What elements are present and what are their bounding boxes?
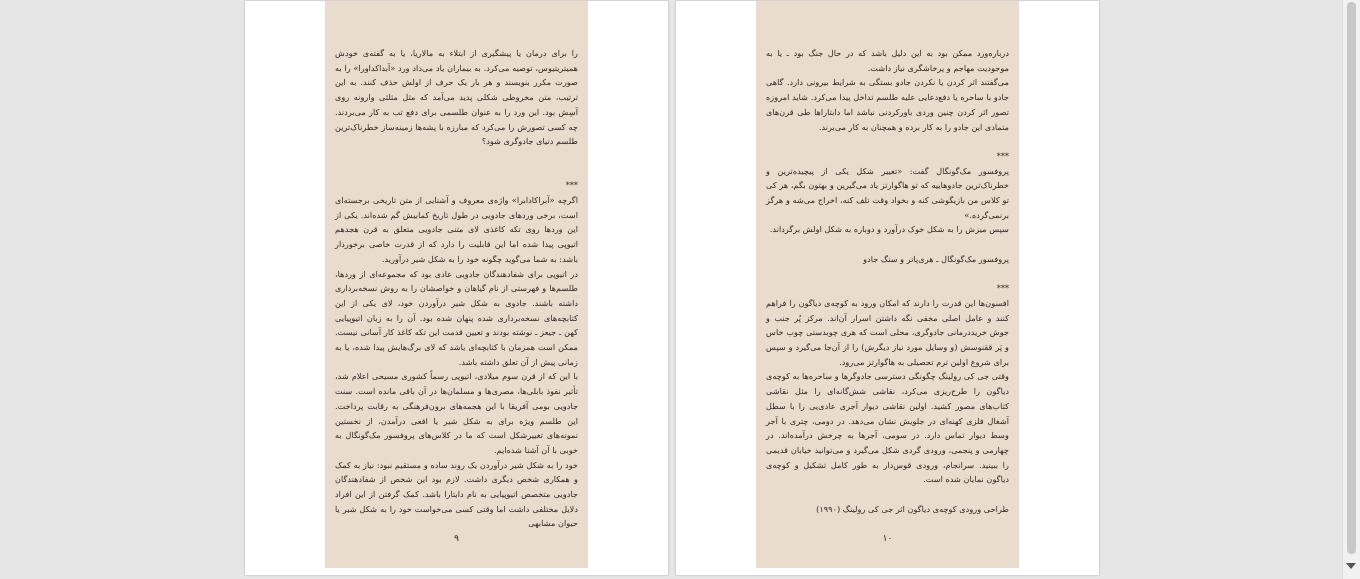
- spacer: [766, 237, 1009, 252]
- section-divider: ***: [996, 283, 1009, 294]
- paragraph: در اتیوپی برای شفادهندگان جادویی عادی بود که مجموعه‌ای از وردها، طلسم‌ها و فهرستی از نام گیاهان و خواصشان را به روش نسخه‌برداری داشته باشند. جادوی به شکل شیر درآوردن خود، لای یکی از این کتابچه‌های نسخه‌برداری شده پنهان شده بود. آن را به زبان اتیوپیایی کهن ـ جیعز ـ نوشته بودند و تعیین قدمت این تکه کاغذ کار آسانی نیست. ممکن است همزمان با کتابچه‌ای باشد که لای برگ‌هایش پیدا شده، یا به زمانی پیش از آن تعلق داشته باشد.: [335, 268, 578, 367]
- page-sheet-9: [245, 1, 668, 575]
- caption: طراحی ورودی کوچه‌ی دیاگون اثر جی کی رولینگ (۱۹۹۰): [816, 503, 1009, 514]
- page-number: ۱۰: [882, 534, 893, 544]
- spacer: [335, 164, 578, 179]
- page-number: ۹: [454, 534, 459, 544]
- page-paper-10: [756, 1, 1019, 568]
- spacer: [766, 134, 1009, 149]
- page-text-10: [766, 46, 1009, 516]
- section-divider: ***: [565, 180, 578, 191]
- scroll-down-arrow-icon[interactable]: [1346, 563, 1356, 569]
- page-paper-9: [325, 1, 588, 568]
- paragraph: اگرچه «آبراکادابرا» واژه‌ی معروف و آشنایی از متن تاریخی برجسته‌ای است، برخی وردهای جادویی در طول تاریخ کمابیش گم شده‌اند. یکی از این وردها روی تکه کاغذی لای متنی جادویی متعلق به قرن هجدهم اتیوپی پیدا شده اما این قابلیت را دارد که از قدرت خاصی برخوردار باشد: به شما می‌گوید چگونه خود را به شکل شیر درآورید.: [335, 195, 578, 264]
- section-divider: ***: [996, 150, 1009, 161]
- paragraph: وقتی جی کی رولینگ چگونگی دسترسی جادوگرها و ساحره‌ها به کوچه‌ی دیاگون را طرح‌ریزی می‌کرد، نقاشی شش‌گانه‌ای را مثل نقاشی کتاب‌های مصور کشید. اولین نقاشی دیوار آجری عادی‌یی را با سطل آشغال فلزی کهنه‌ای در جلویش نشان می‌دهد. در دومی، چتری با آجر وسط دیوار تماس دارد. در سومی، آجرها به چرخش درآمده‌اند. در چهارمی و پنجمی، ورودی گردی شکل می‌گیرد و می‌توانید خیابان قدیمی را ببینید. سرانجام، ورودی قوس‌دار به طور کامل تشکیل و کوچه‌ی دیاگون نمایان شده است.: [766, 371, 1009, 485]
- spacer: [335, 149, 578, 164]
- page-sheet-10: [676, 1, 1099, 575]
- paragraph: پروفسور مک‌گونگال گفت: «تغییر شکل یکی از پیچیده‌ترین و خطرناک‌ترین جادوهاییه که تو هاگوارتز یاد می‌گیرین و بهتون بگم، هر کی تو کلاس من بازیگوشی کنه و بخواد وقت تلف کنه، اخراج می‌شه و هرگز برنمی‌گرده.»: [766, 165, 1009, 220]
- spacer: [766, 487, 1009, 502]
- scrollbar-thumb[interactable]: [1347, 2, 1356, 554]
- spacer: [766, 267, 1009, 282]
- page-text-9: [335, 46, 578, 531]
- paragraph: سپس میزش را به شکل خوک درآورد و دوباره به شکل اولش برگرداند.: [769, 224, 1009, 235]
- paragraph: می‌گفتند اثر کردن یا نکردن جادو بستگی به شرایط بیرونی دارد. گاهی جادو با ساحره یا دفع‌دعایی علیه طلسم تداخل پیدا می‌کرد. شاید امروزه تصور اثر کردن چنین وردی باورکردنی نباشد اما دابتاراها طی قرن‌های متمادی این جادو را به کار برده و همچنان به کار می‌برند.: [766, 77, 1009, 132]
- paragraph: خود را به شکل شیر درآوردن یک روند ساده و مستقیم نبود: نیاز به کمک و همکاری شخص دیگری داشت. لازم بود این شخص از شفادهندگان جادویی متخصص اتیوپیایی به نام دابتارا باشد. کمک گرفتن از این افراد دلایل مختلفی داشت اما وقتی کسی می‌خواست خود را به شکل شیر یا حیوان مشابهی: [335, 459, 578, 529]
- citation: پروفسور مک‌گونگال ـ هری‌پاتر و سنگ جادو: [863, 253, 1009, 264]
- paragraph: را برای درمان یا پیشگیری از ابتلاء به مالاریا، یا به گفته‌ی خودش همیتریتیوس، توصیه می‌کرد. به بیماران یاد می‌داد ورد «آبداکداورا» را به صورت مکرر بنویسند و هر بار یک حرف از اولش حذف کنند. به این ترتیب، متن مخروطی شکلی پدید می‌آمد که مثل مثلثی وارونه روی آسِش بود. این ورد را به عنوان طلسمی برای دفع تب به کار می‌بردند. چه کسی تصورش را می‌کرد که مبارزه با پشه‌ها زمینه‌ساز خطرناک‌ترین طلسم دنیای جادوگری شود؟: [335, 48, 578, 147]
- vertical-scrollbar[interactable]: [1342, 0, 1360, 579]
- paragraph: درباره‌ورد ممکن بود به این دلیل باشد که در حال جنگ بود ـ یا به موجودیت مهاجم و پرخاشگری نیاز داشت.: [766, 48, 1009, 73]
- paragraph: با این که از قرن سوم میلادی، اتیوپی رسماً کشوری مسیحی اعلام شد، تأثیر نفوذ بابلی‌ها، مصری‌ها و مسلمان‌ها در آن باقی مانده است. سنت جادویی بومی آفریقا با این هجمه‌های برون‌فرهنگی به رقابت پرداخت. این طلسم ویژه برای به شکل شیر یا افعی درآمدن، از نخستین نمونه‌های تغییرشکل است که ما در کلاس‌های پروفسور مک‌گونگال به خوبی با آن آشنا شده‌ایم.: [335, 371, 578, 455]
- paragraph: افسون‌ها این قدرت را دارند که امکان ورود به کوچه‌ی دیاگون را فراهم کنند و عامل اصلی مخفی نگه داشتن اسرار آن‌اند. مرکز پُر جنب و جوش خریددرمانی جادوگری، محلی است که هری چوبدستی چوب خاس و پَر ققنوسش (و وسایل مورد نیاز دیگرش) را از آن‌جا می‌گیرد و سپس برای شروع اولین ترم تحصیلی به هاگوارتز می‌رود.: [766, 297, 1009, 367]
